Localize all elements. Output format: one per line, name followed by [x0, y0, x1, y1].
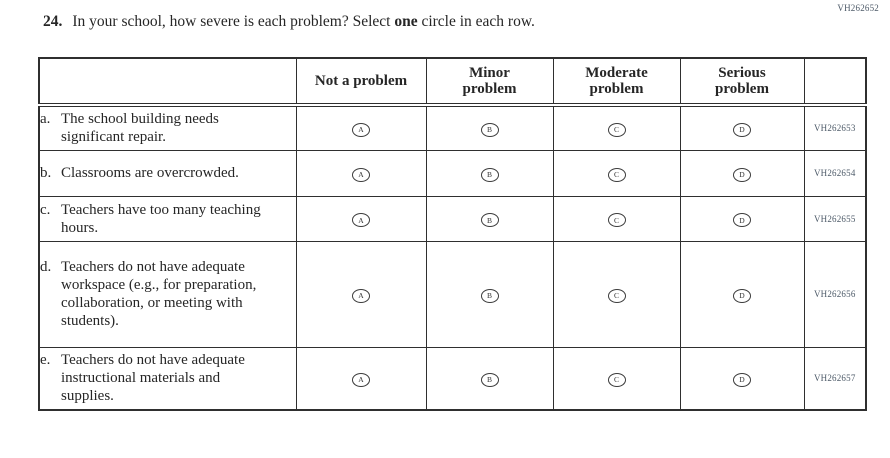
option-letter: A [358, 215, 364, 225]
header-line: Not a problem [314, 73, 408, 89]
option-letter: B [486, 215, 492, 225]
header-serious-problem [680, 58, 804, 105]
option-bubble-b[interactable] [481, 289, 499, 303]
row-label [39, 347, 296, 410]
question-text [43, 13, 535, 31]
option-letter: D [739, 215, 745, 225]
item-code: VH262653 [804, 105, 866, 150]
row-letter: c. [40, 201, 51, 218]
row-label [39, 196, 296, 241]
row-text: The school building needs significant repair. [61, 111, 219, 146]
option-cell [680, 347, 804, 410]
option-bubble-d[interactable] [733, 213, 751, 227]
option-bubble-d[interactable] [733, 289, 751, 303]
option-bubble-a[interactable] [352, 168, 370, 182]
option-bubble-a[interactable] [352, 123, 370, 137]
header-empty-label-cell [39, 58, 296, 105]
option-letter: A [358, 170, 364, 179]
option-cell [426, 196, 553, 241]
row-text: Teachers do not have adequate instructional materials and supplies. [61, 352, 245, 405]
option-letter: A [358, 375, 364, 385]
option-cell [296, 241, 426, 347]
option-letter: D [739, 170, 745, 179]
table-row-e [39, 347, 866, 410]
option-bubble-d[interactable] [733, 168, 751, 182]
option-letter: B [486, 170, 492, 179]
row-letter: b. [40, 165, 52, 181]
header-line: problem [715, 81, 769, 97]
option-letter: C [613, 125, 619, 135]
option-letter: C [613, 215, 619, 225]
option-cell [553, 196, 680, 241]
option-bubble-a[interactable] [352, 373, 370, 387]
option-cell [296, 347, 426, 410]
header-moderate-problem [553, 58, 680, 105]
option-cell [680, 241, 804, 347]
option-bubble-c[interactable] [608, 289, 626, 303]
row-letter: d. [40, 259, 52, 275]
option-letter: B [486, 291, 492, 300]
table-header-row [39, 58, 866, 105]
option-cell [426, 347, 553, 410]
option-bubble-b[interactable] [481, 168, 499, 182]
row-letter: e. [40, 352, 51, 369]
option-letter: C [613, 170, 619, 179]
option-cell [296, 105, 426, 150]
option-letter: B [486, 125, 492, 135]
option-letter: D [739, 291, 745, 300]
option-bubble-a[interactable] [352, 213, 370, 227]
option-letter: C [613, 375, 619, 385]
item-code: VH262656 [804, 241, 866, 347]
option-bubble-c[interactable] [608, 168, 626, 182]
row-text: Teachers have too many teaching hours. [61, 201, 261, 236]
row-letter: a. [40, 111, 51, 128]
row-label [39, 105, 296, 150]
row-text: Teachers do not have adequate workspace (e.g., for preparation, collaboration, or meeting with students). [61, 259, 257, 329]
option-cell [553, 241, 680, 347]
header-empty-code-cell [804, 58, 866, 105]
item-code: VH262655 [804, 196, 866, 241]
option-cell [426, 105, 553, 150]
header-line: Minor [469, 65, 510, 81]
form-code: VH262652 [837, 3, 879, 13]
row-label [39, 150, 296, 196]
option-bubble-b[interactable] [481, 213, 499, 227]
option-bubble-c[interactable] [608, 373, 626, 387]
option-bubble-c[interactable] [608, 213, 626, 227]
option-letter: B [486, 375, 492, 385]
option-cell [553, 150, 680, 196]
row-text: Classrooms are overcrowded. [61, 165, 239, 181]
option-cell [553, 105, 680, 150]
option-cell [426, 241, 553, 347]
header-line: problem [462, 81, 517, 97]
option-cell [296, 150, 426, 196]
option-cell [680, 105, 804, 150]
header-line: Serious [718, 65, 766, 81]
option-letter: A [358, 125, 364, 135]
option-letter: C [613, 291, 619, 300]
table-row-d [39, 241, 866, 347]
option-bubble-b[interactable] [481, 123, 499, 137]
option-letter: D [739, 375, 745, 385]
option-bubble-d[interactable] [733, 123, 751, 137]
table-row-a [39, 105, 866, 150]
question-prompt-suffix: circle in each row. [417, 13, 535, 30]
item-code: VH262654 [804, 150, 866, 196]
option-bubble-c[interactable] [608, 123, 626, 137]
question-prompt-bold: one [394, 13, 418, 30]
option-cell [680, 150, 804, 196]
option-bubble-a[interactable] [352, 289, 370, 303]
option-letter: D [739, 125, 745, 135]
header-minor-problem [426, 58, 553, 105]
severity-table [38, 57, 867, 411]
option-cell [680, 196, 804, 241]
option-bubble-b[interactable] [481, 373, 499, 387]
option-cell [553, 347, 680, 410]
header-line: problem [589, 81, 644, 97]
question-number: 24. [43, 13, 63, 30]
item-code: VH262657 [804, 347, 866, 410]
option-cell [426, 150, 553, 196]
option-letter: A [358, 291, 364, 300]
option-bubble-d[interactable] [733, 373, 751, 387]
option-cell [296, 196, 426, 241]
header-line: Moderate [585, 65, 648, 81]
row-label [39, 241, 296, 347]
table-row-c [39, 196, 866, 241]
question-prompt-prefix: In your school, how severe is each problem? Select [72, 13, 395, 30]
table-row-b [39, 150, 866, 196]
header-not-a-problem [296, 58, 426, 105]
